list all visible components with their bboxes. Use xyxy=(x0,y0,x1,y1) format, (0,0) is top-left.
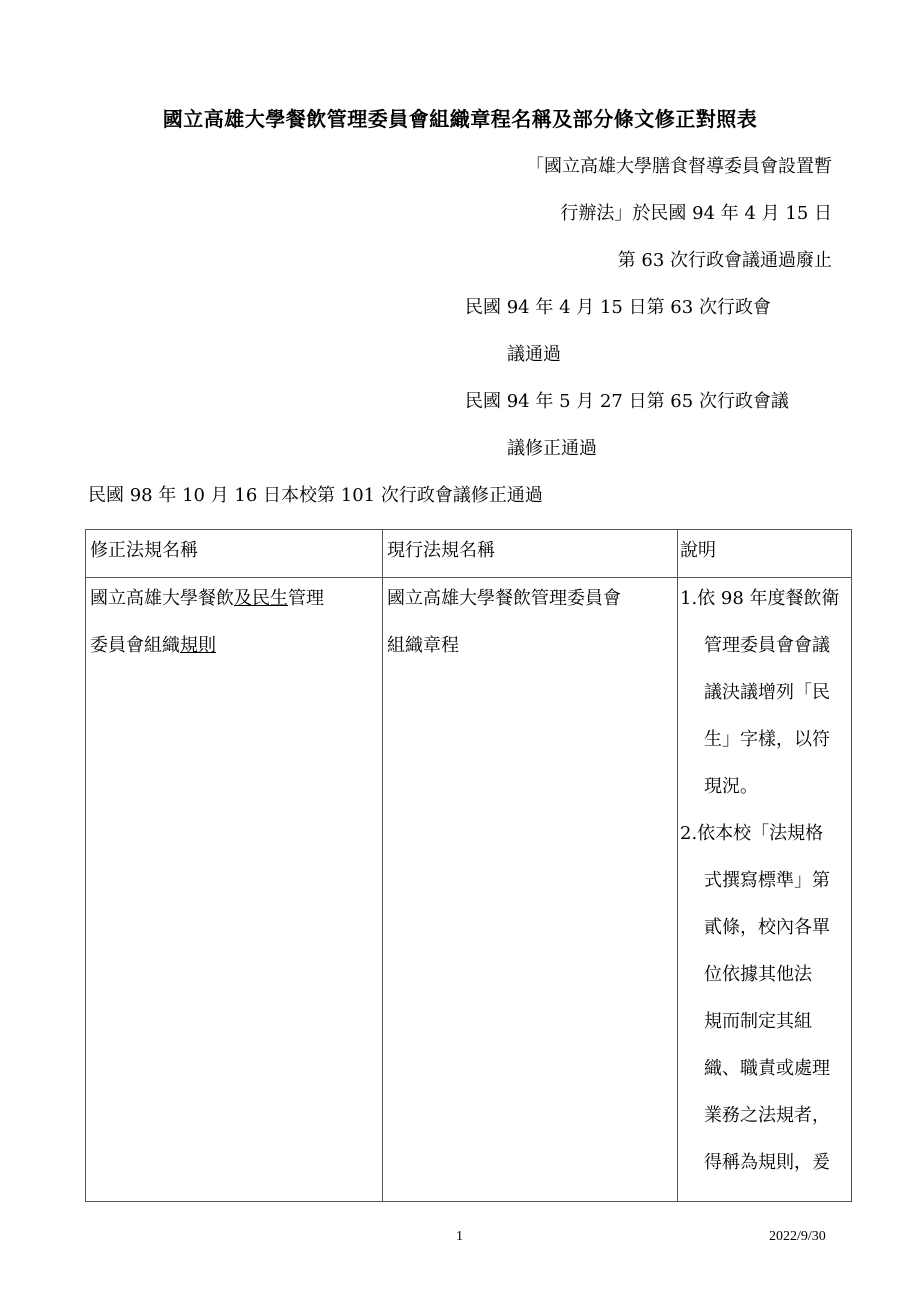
explanation-line: 現況。 xyxy=(704,776,758,797)
comparison-table xyxy=(85,529,852,1202)
footer-date: 2022/9/30 xyxy=(769,1229,826,1244)
current-name-cell xyxy=(383,578,678,1202)
text: 國立高雄大學餐飲管理委員會 xyxy=(387,588,621,609)
history-line: 民國 94 年 4 月 15 日第 63 次行政會 xyxy=(465,297,771,318)
history-line: 「國立高雄大學膳食督導委員會設置暫 xyxy=(526,156,832,177)
table-header-row xyxy=(86,530,852,578)
history-line: 議通過 xyxy=(507,344,561,365)
page-number: 1 xyxy=(456,1229,463,1244)
text: 組織章程 xyxy=(387,635,459,656)
header-current-name: 現行法規名稱 xyxy=(387,540,495,561)
explanation-line: 規而制定其組 xyxy=(704,1011,812,1032)
explanation-line: 位依據其他法 xyxy=(704,964,812,985)
header-explanation: 說明 xyxy=(680,540,716,561)
text: 國立高雄大學餐飲 xyxy=(90,588,234,609)
explanation-line: 織、職責或處理 xyxy=(704,1058,830,1079)
history-line: 行辦法」於民國 94 年 4 月 15 日 xyxy=(560,203,832,224)
history-line: 民國 94 年 5 月 27 日第 65 次行政會議 xyxy=(465,391,789,412)
explanation-line: 式撰寫標準」第 xyxy=(704,870,830,891)
text: 委員會組織 xyxy=(90,635,180,656)
document-title: 國立高雄大學餐飲管理委員會組織章程名稱及部分條文修正對照表 xyxy=(162,107,758,131)
added-text: 規則 xyxy=(180,635,216,656)
text: 管理 xyxy=(288,588,324,609)
explanation-cell xyxy=(678,578,852,1202)
explanation-line: 得稱為規則，爰 xyxy=(704,1152,830,1173)
explanation-line: 貳條，校內各單 xyxy=(704,917,830,938)
history-line: 議修正通過 xyxy=(507,438,597,459)
explanation-line: 議決議增列「民 xyxy=(704,682,830,703)
amended-name-cell xyxy=(86,578,383,1202)
header-amended-name: 修正法規名稱 xyxy=(90,540,198,561)
explanation-line: 1.依 98 年度餐飲衛 xyxy=(680,588,840,609)
explanation-line: 業務之法規者， xyxy=(704,1105,830,1126)
table-row xyxy=(86,578,852,1202)
explanation-line: 2.依本校「法規格 xyxy=(680,823,824,844)
explanation-line: 管理委員會會議 xyxy=(704,635,830,656)
added-text: 及民生 xyxy=(234,588,288,609)
history-line: 民國 98 年 10 月 16 日本校第 101 次行政會議修正通過 xyxy=(88,485,543,506)
history-line: 第 63 次行政會議通過廢止 xyxy=(617,250,832,271)
explanation-line: 生」字樣，以符 xyxy=(704,729,830,750)
